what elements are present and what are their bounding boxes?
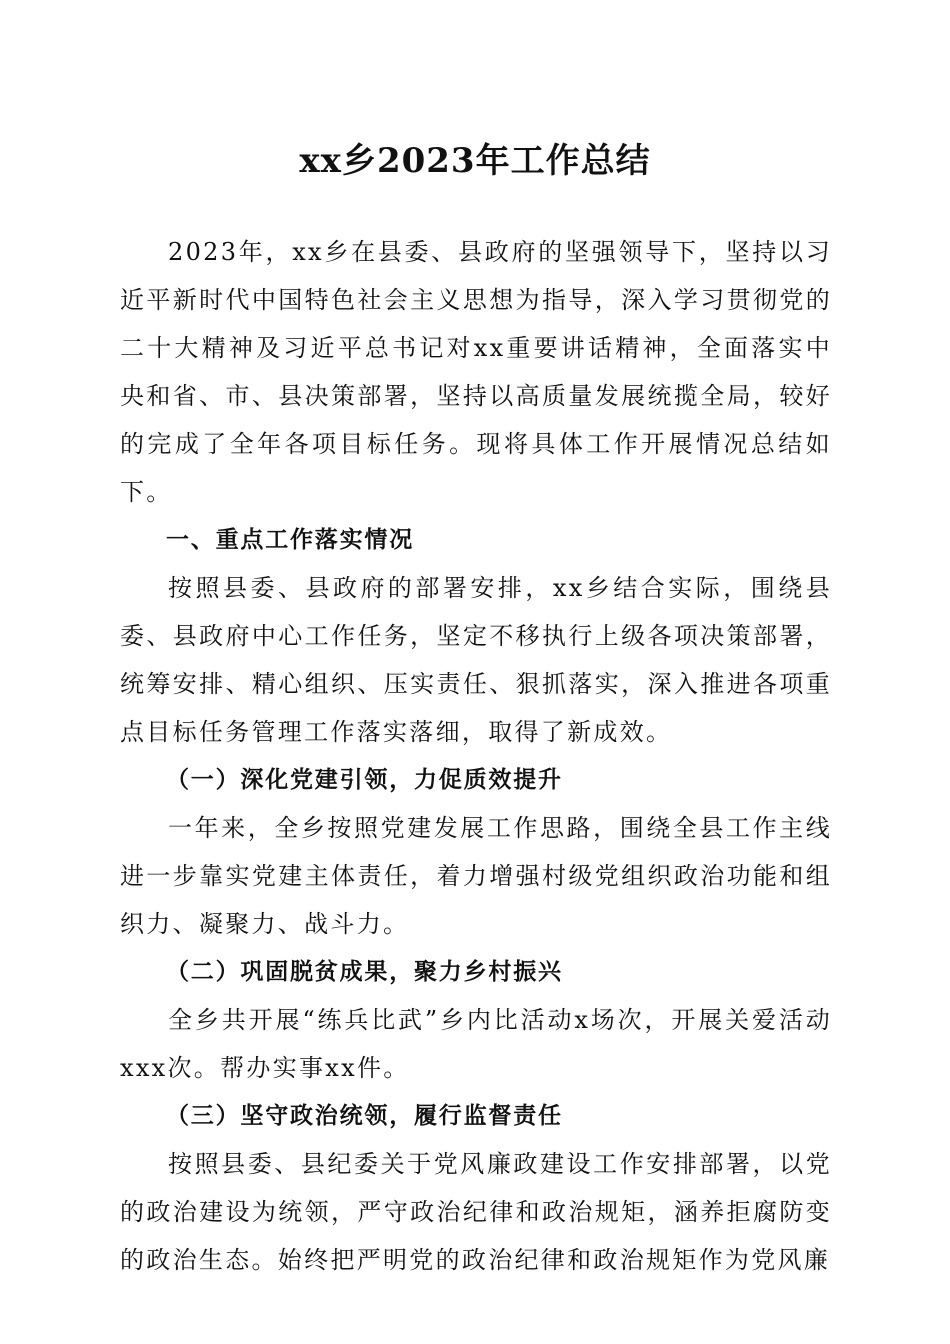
subsection-paragraph-supervision: 按照县委、县纪委关于党风廉政建设工作安排部署，以党的政治建设为统领，严守政治纪律和政治规矩，涵养拒腐防变的政治生态。始终把严明党的政治纪律和政治规矩作为党风廉 — [120, 1150, 832, 1274]
subsection-heading-supervision: （三）坚守政治统领，履行监督责任 — [166, 1102, 563, 1129]
subsection-paragraph-rural-revitalization: 全乡共开展“练兵比武”乡内比活动x场次，开展关爱活动xxx次。帮办实事xx件。 — [120, 1006, 832, 1082]
subsection-heading-rural-revitalization: （二）巩固脱贫成果，聚力乡村振兴 — [166, 958, 563, 985]
subsection-paragraph-party-building: 一年来，全乡按照党建发展工作思路，围绕全县工作主线进一步靠实党建主体责任，着力增强村级党组织政治功能和组织力、凝聚力、战斗力。 — [120, 814, 832, 938]
document-body — [120, 228, 832, 1284]
document-title: xx乡2023年工作总结 — [299, 141, 651, 181]
section-heading-key-work: 一、重点工作落实情况 — [166, 527, 414, 553]
intro-paragraph: 2023年，xx乡在县委、县政府的坚强领导下，坚持以习近平新时代中国特色社会主义思想为指导，深入学习贯彻党的二十大精神及习近平总书记对xx重要讲话精神，全面落实中央和省、市、县决策部署，坚持以高质量发展统揽全局，较好的完成了全年各项目标任务。现将具体工作开展情况总结如下。 — [120, 238, 832, 506]
subsection-heading-party-building: （一）深化党建引领，力促质效提升 — [166, 766, 563, 793]
section-paragraph-key-work: 按照县委、县政府的部署安排，xx乡结合实际，围绕县委、县政府中心工作任务，坚定不移执行上级各项决策部署，统筹安排、精心组织、压实责任、狠抓落实，深入推进各项重点目标任务管理工作落实落细，取得了新成效。 — [120, 574, 832, 746]
